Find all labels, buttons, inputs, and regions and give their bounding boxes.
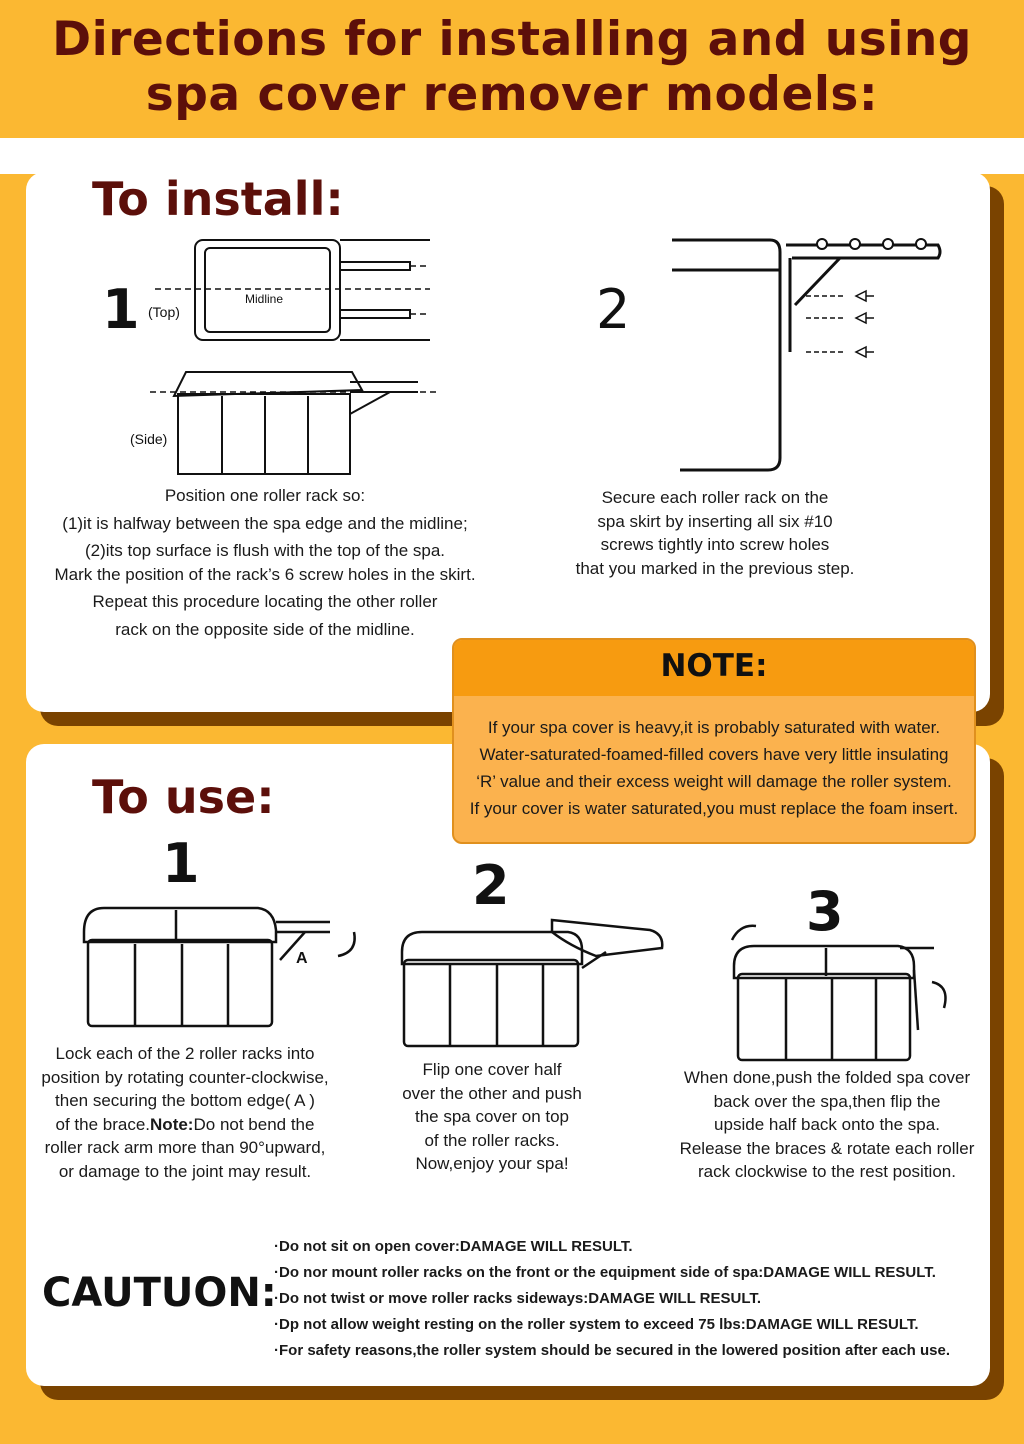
install-step-2-number: 2 [596,278,631,341]
use-step-3-text [670,1066,984,1184]
install-step-1-number: 1 [102,278,140,341]
page-title-line-1: Directions for installing and using [52,12,972,67]
use-step-1-note-label: Note: [150,1114,194,1134]
use-title: To use: [92,770,275,824]
use-step-1-line: or damage to the joint may result. [58,1161,312,1181]
use-step-1-line-part: Do not bend the [193,1114,315,1134]
note-line: ‘R’ value and their excess weight will damage the roller system. [476,772,952,791]
use-step-3-line: back over the spa,then flip the [713,1091,941,1111]
use-step-1-text [30,1042,340,1183]
use-step-1-line [30,1113,340,1137]
top-view-label: (Top) [148,304,180,320]
caution-list [274,1234,950,1364]
page-title-line-2: spa cover remover models: [145,67,879,122]
install-step-1-line: Mark the position of the rack’s 6 screw holes in the skirt. [54,564,476,584]
install-step-1-line: (2)its top surface is flush with the top of the spa. [84,541,445,560]
install-title: To install: [92,172,344,226]
caution-title: CAUTUON: [42,1270,277,1316]
caution-item: ·Do not sit on open cover:DAMAGE WILL RESULT. [274,1238,633,1255]
install-step-2-line: screws tightly into screw holes [600,535,830,554]
use-step-1-line: then securing the bottom edge( A ) [55,1091,315,1110]
install-step-1-line: Repeat this procedure locating the other roller [92,592,438,611]
midline-label: Midline [245,292,284,306]
caution-item: ·Do not twist or move roller racks sideways:DAMAGE WILL RESULT. [274,1290,762,1307]
use-step-3-line: rack clockwise to the rest position. [698,1162,956,1181]
use-step-2-number: 2 [472,854,510,917]
use-step-3-line: upside half back onto the spa. [714,1115,940,1134]
caution-item: ·For safety reasons,the roller system should be secured in the lowered position after each use. [274,1342,951,1359]
use-step-2-line: over the other and push [402,1083,582,1103]
install-step-1-line: Position one roller rack so: [164,486,366,505]
install-step-1-line: (1)it is halfway between the spa edge and the midline; [62,513,468,533]
use-step-2-line: the spa cover on top [414,1107,570,1126]
install-step-2-line: spa skirt by inserting all six #10 [597,511,833,531]
use-step-2-line: Now,enjoy your spa! [415,1154,569,1173]
use-step-3-number: 3 [806,880,844,943]
note-line: If your cover is water saturated,you must replace the foam insert. [469,799,959,818]
use-step-2-line: of the roller racks. [424,1130,560,1150]
use-step-1-line: roller rack arm more than 90°upward, [44,1138,326,1157]
brace-marker-a: A [296,950,308,967]
use-step-3-line: When done,push the folded spa cover [683,1068,971,1087]
use-step-2-text [382,1058,602,1176]
note-line: If your spa cover is heavy,it is probably saturated with water. [487,718,941,737]
use-step-1-number: 1 [162,832,200,895]
note-line: Water-saturated-foamed-filled covers have very little insulating [479,745,949,764]
use-step-1-line-part: of the brace. [55,1114,151,1134]
use-step-1-line: Lock each of the 2 roller racks into [55,1044,315,1063]
caution-item: ·Do nor mount roller racks on the front or the equipment side of spa:DAMAGE WILL RESULT. [274,1264,936,1281]
use-step-2-line: Flip one cover half [422,1060,562,1079]
install-step-2-line: Secure each roller rack on the [601,488,829,507]
note-title: NOTE: [660,648,768,684]
use-step-3-line: Release the braces & rotate each roller [679,1138,975,1158]
install-step-1-line: rack on the opposite side of the midline. [115,619,415,639]
side-view-label: (Side) [130,431,168,447]
caution-item: ·Dp not allow weight resting on the roller system to exceed 75 lbs:DAMAGE WILL RESULT. [274,1316,919,1333]
install-step-2-line: that you marked in the previous step. [575,558,855,578]
use-step-1-line: position by rotating counter-clockwise, [41,1067,329,1087]
